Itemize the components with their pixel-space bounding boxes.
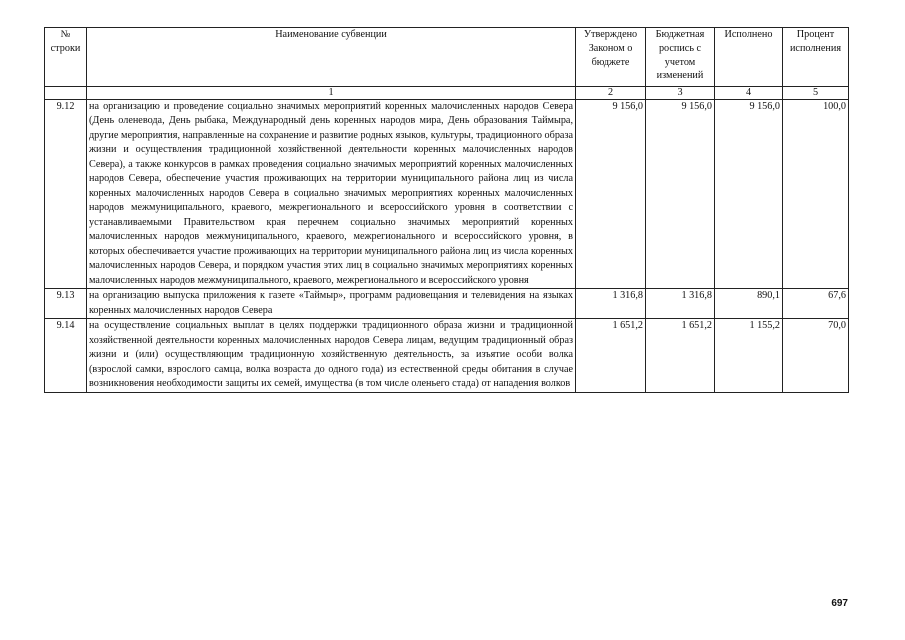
header-percent: Процент исполнения <box>783 28 849 87</box>
table-header-row <box>45 28 849 87</box>
percent-value: 67,6 <box>783 289 849 319</box>
subsidy-description: на осуществление социальных выплат в целях поддержки традиционного образа жизни и традиционной хозяйственной деятельности коренных малочисленных народов Севера лицам, ведущим традиционный образ жизни и (или) осуществляющим традиционную хозяйственную деятельность, за изъятие особи волка (взрослой самки, взрослого самца, волка возраста до одного года) из естественной среды обитания в случае возникновения необходимости защиты их семей, имущества (в том числе оленьего стада) от нападения волков <box>87 319 576 392</box>
table-row <box>45 100 849 289</box>
column-number: 3 <box>646 87 715 100</box>
executed-value: 9 156,0 <box>715 100 783 289</box>
budget-value: 1 651,2 <box>646 319 715 392</box>
executed-value: 1 155,2 <box>715 319 783 392</box>
table-row <box>45 319 849 392</box>
approved-value: 1 651,2 <box>576 319 646 392</box>
budget-value: 1 316,8 <box>646 289 715 319</box>
percent-value: 100,0 <box>783 100 849 289</box>
subsidy-description: на организацию и проведение социально значимых мероприятий коренных малочисленных народов Севера (День оленевода, День рыбака, Международный день коренных народов мира, День образования Таймыра, другие мероприятия, направленные на сохранение и развитие родных языков, культуры, традиционного образа жизни и осуществления традиционной хозяйственной деятельности коренных малочисленных народов Севера), а также конкурсов в рамках проведения социально значимых мероприятий коренных малочисленных народов Севера, обеспечение участия проживающих на территории муниципального района лиц из числа коренных малочисленных народов Севера в социально значимых мероприятиях коренных малочисленных народов межмуниципального, краевого, межрегионального и всероссийского уровня в соответствии с устанавливаемыми Правительством края перечнем социально значимых мероприятий коренных малочисленных народов межмуниципального, краевого, межрегионального и всероссийского уровня, в которых обеспечивается участие проживающих на территории муниципального района лиц из числа коренных малочисленных народов Севера, и порядком участия этих лиц в социально значимых мероприятиях коренных малочисленных народов межмуниципального, краевого, межрегионального и всероссийского уровня <box>87 100 576 289</box>
column-number: 1 <box>87 87 576 100</box>
header-budget-list: Бюджетная роспись с учетом изменений <box>646 28 715 87</box>
header-row-number: № строки <box>45 28 87 87</box>
column-number: 5 <box>783 87 849 100</box>
executed-value: 890,1 <box>715 289 783 319</box>
approved-value: 1 316,8 <box>576 289 646 319</box>
subsidy-table <box>44 27 849 393</box>
column-number-row <box>45 87 849 100</box>
percent-value: 70,0 <box>783 319 849 392</box>
budget-value: 9 156,0 <box>646 100 715 289</box>
column-number-empty <box>45 87 87 100</box>
header-subsidy-name: Наименование субвенции <box>87 28 576 87</box>
table-row <box>45 289 849 319</box>
approved-value: 9 156,0 <box>576 100 646 289</box>
subsidy-description: на организацию выпуска приложения к газете «Таймыр», программ радиовещания и телевидения на языках коренных малочисленных народов Севера <box>87 289 576 319</box>
page-number: 697 <box>831 598 848 609</box>
row-number: 9.14 <box>45 319 87 392</box>
header-executed: Исполнено <box>715 28 783 87</box>
header-approved: Утверждено Законом о бюджете <box>576 28 646 87</box>
column-number: 4 <box>715 87 783 100</box>
column-number: 2 <box>576 87 646 100</box>
row-number: 9.13 <box>45 289 87 319</box>
row-number: 9.12 <box>45 100 87 289</box>
